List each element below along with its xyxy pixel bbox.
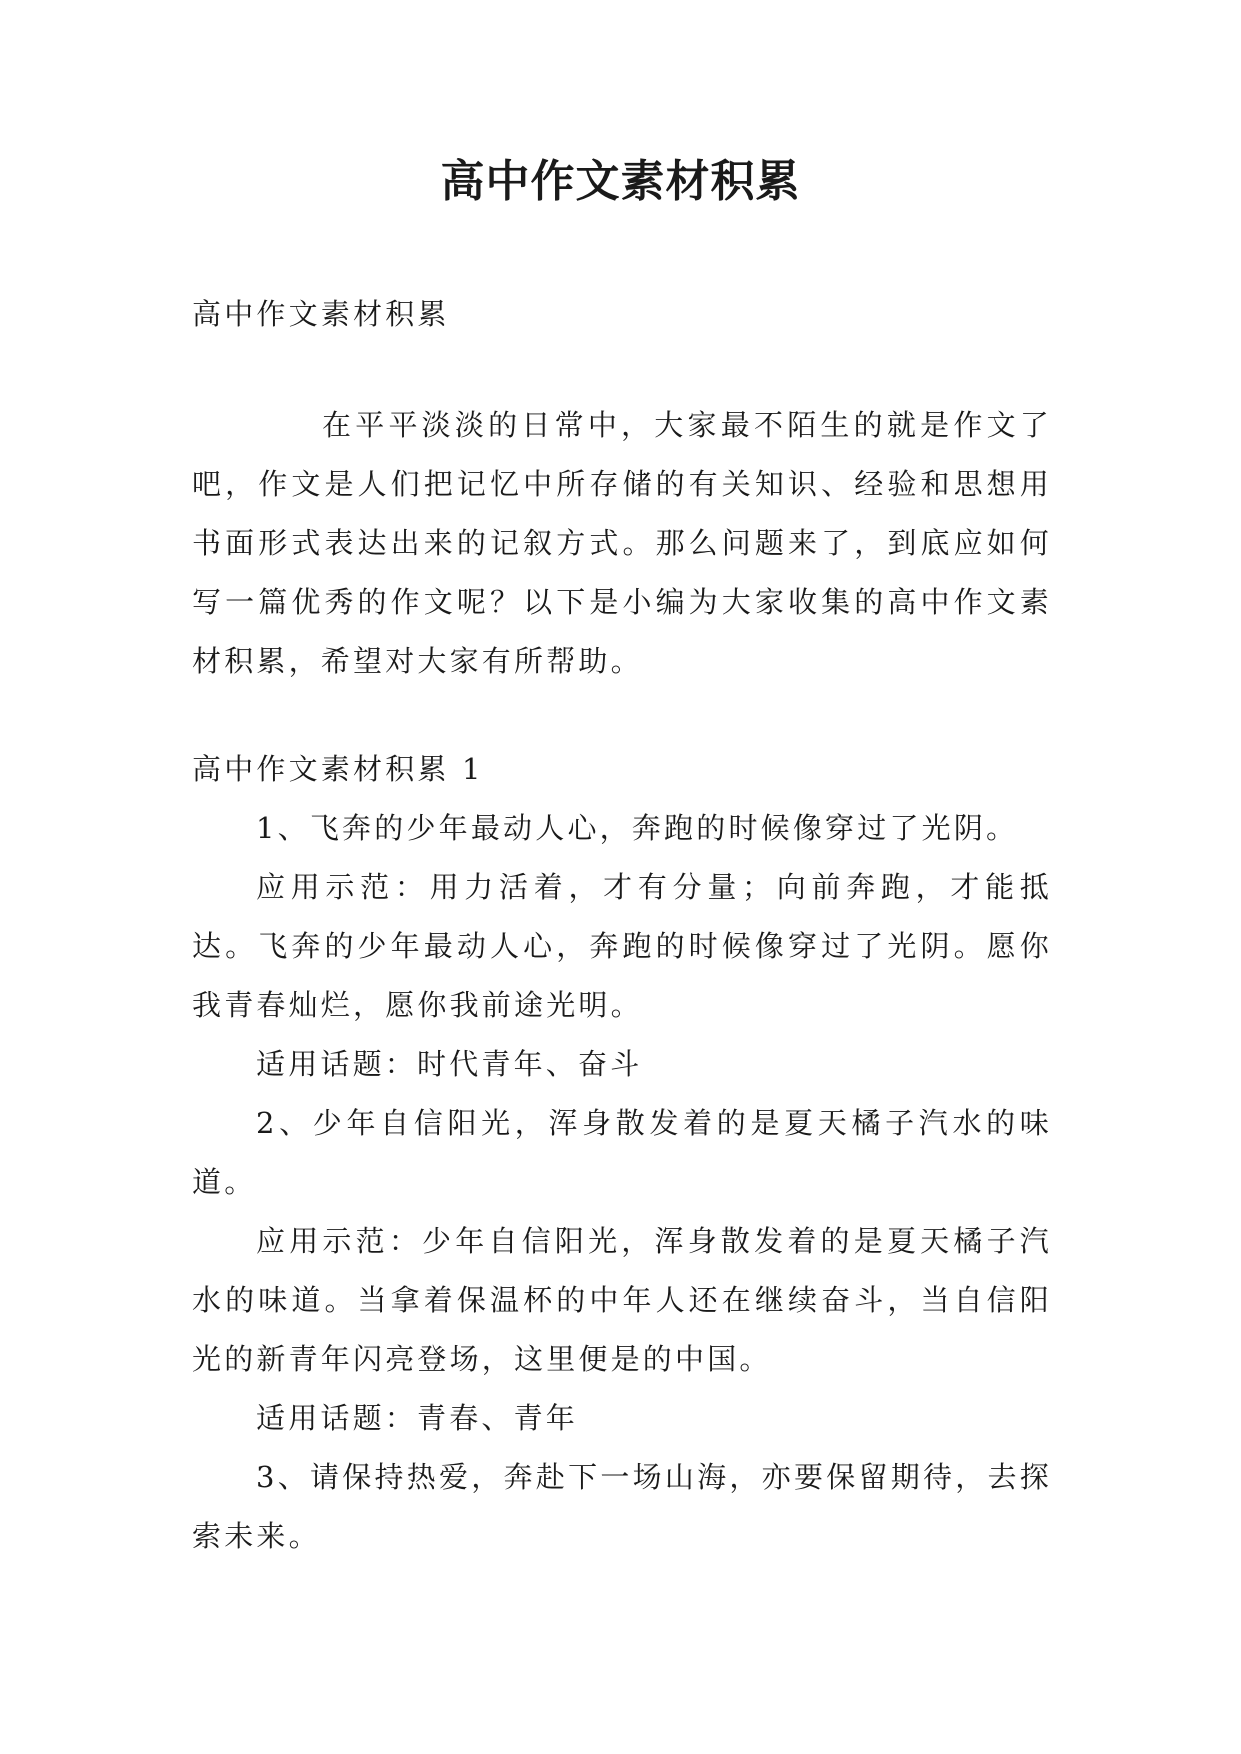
item-1-quote: 1、飞奔的少年最动人心，奔跑的时候像穿过了光阴。 [256,811,1019,845]
document-title: 高中作文素材积累 [440,156,801,207]
item-3-quote: 3、请保持热爱，奔赴下一场山海，亦要保留期待，去探索未来。 [192,1460,1052,1553]
item-2-topics: 适用话题：青春、青年 [256,1401,579,1435]
item-2-quote: 2、少年自信阳光，浑身散发着的是夏天橘子汽水的味道。 [192,1106,1052,1199]
item-1-topics: 适用话题：时代青年、奋斗 [256,1047,643,1081]
intro-paragraph: 在平平淡淡的日常中，大家最不陌生的就是作文了吧，作文是人们把记忆中所存储的有关知识、经验和思想用书面形式表达出来的记叙方式。那么问题来了，到底应如何写一篇优秀的作文呢？以下是小编为大家收集的高中作文素材积累，希望对大家有所帮助。 [192,408,1052,678]
document-subtitle: 高中作文素材积累 [192,297,450,331]
section-heading: 高中作文素材积累 1 [192,752,484,786]
item-2-example: 应用示范：少年自信阳光，浑身散发着的是夏天橘子汽水的味道。当拿着保温杯的中年人还在继续奋斗，当自信阳光的新青年闪亮登场，这里便是的中国。 [192,1224,1052,1376]
document-body [192,285,1052,1566]
item-1-example: 应用示范：用力活着，才有分量；向前奔跑，才能抵达。飞奔的少年最动人心，奔跑的时候像穿过了光阴。愿你我青春灿烂，愿你我前途光明。 [192,870,1052,1022]
